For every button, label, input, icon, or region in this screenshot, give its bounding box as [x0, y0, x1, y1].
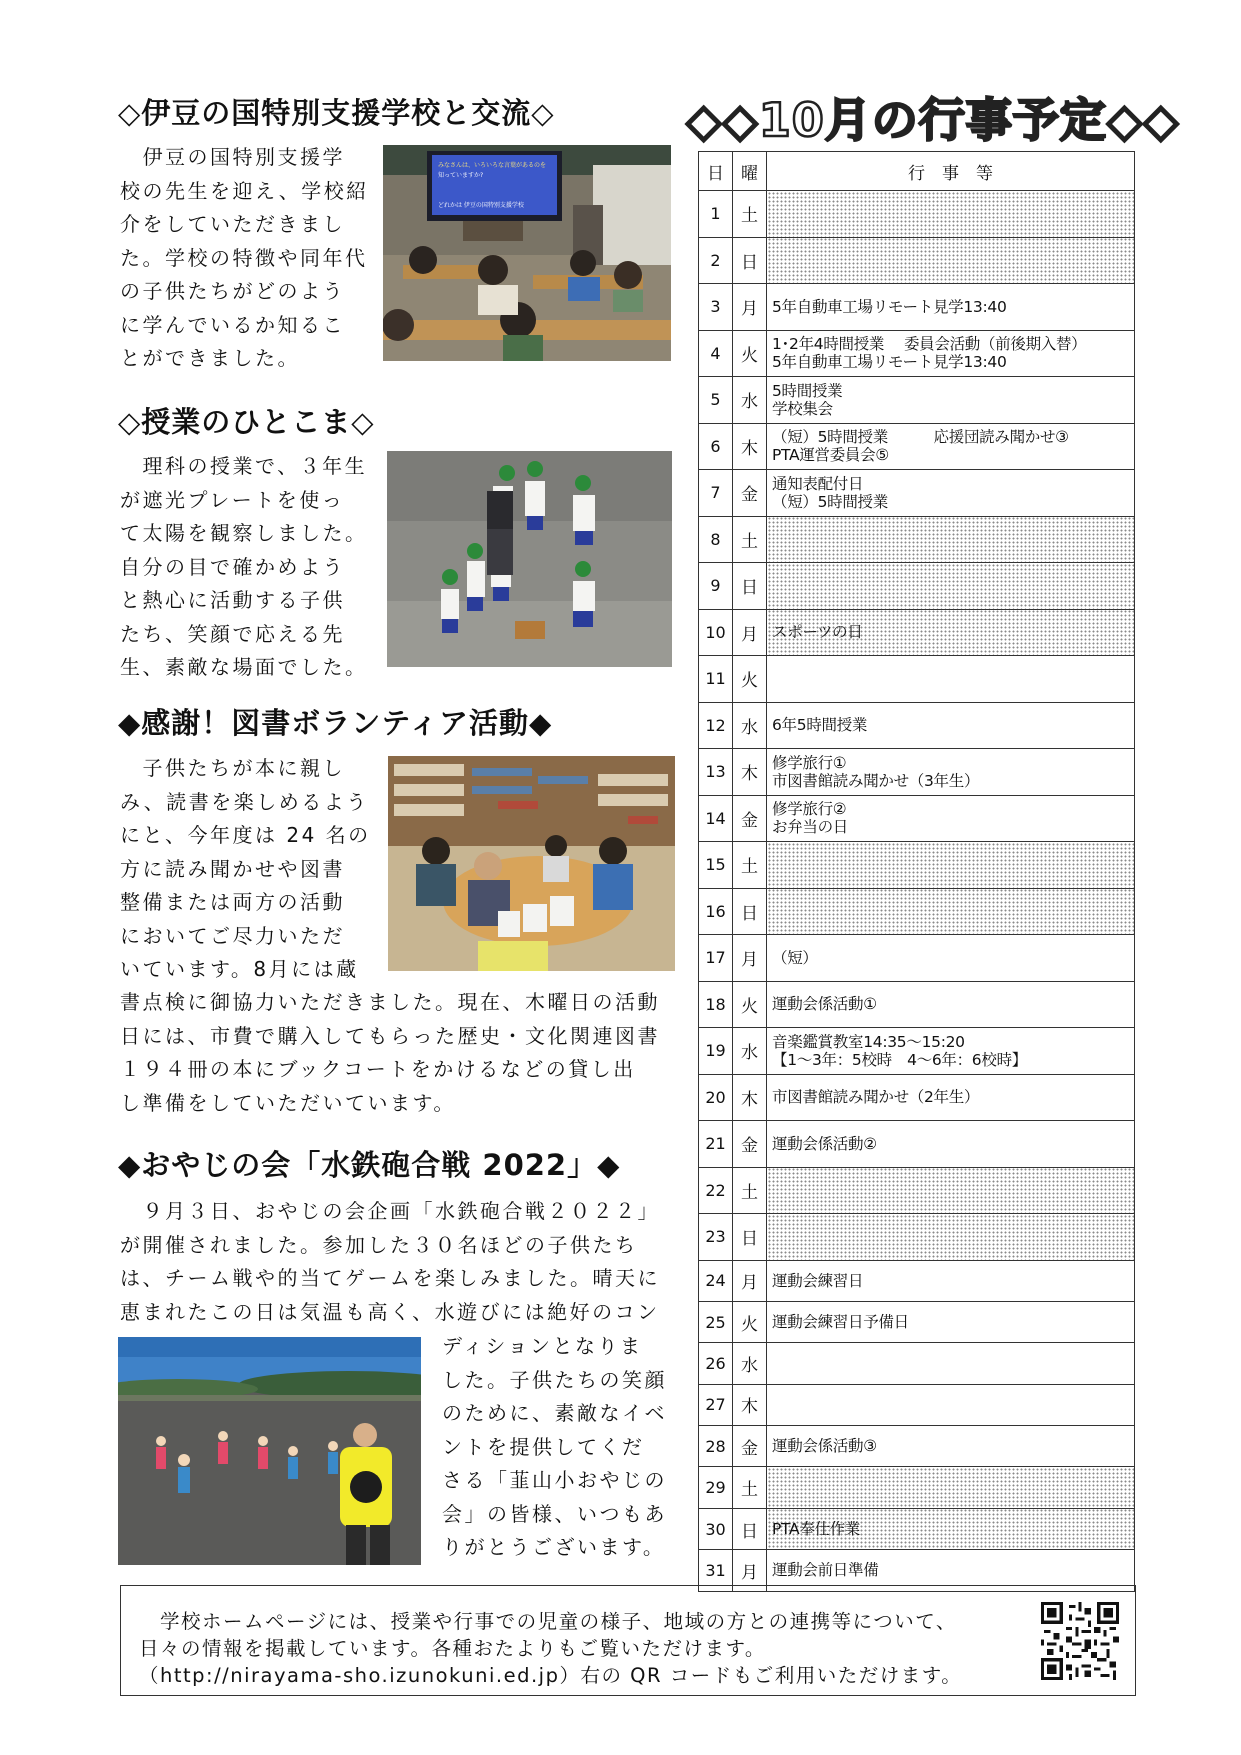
schedule-day: 9	[699, 563, 733, 610]
section-title-library: ◆感謝！図書ボランティア活動◆	[118, 706, 553, 740]
text-line: 会」の皆様、いつもあ	[442, 1501, 667, 1526]
schedule-events	[767, 888, 1135, 935]
text-line: 生、素敵な場面でした。	[120, 655, 368, 679]
text-line: とができました。	[120, 346, 300, 370]
schedule-event-line: 1･2年4時間授業 委員会活動（前後期入替）	[772, 335, 1087, 354]
text-line: にと、今年度は 24 名の	[120, 823, 371, 847]
footer-line: 日々の情報を掲載しています。各種おたよりもご覧いただけます。	[139, 1637, 766, 1660]
text-line: た。学校の特徴や同年代	[120, 245, 368, 270]
schedule-day: 20	[699, 1074, 733, 1121]
schedule-events	[767, 656, 1135, 703]
schedule-event-line: 5年自動車工場リモート見学13:40	[772, 353, 1007, 372]
text-line: ディションとなりま	[442, 1334, 643, 1358]
schedule-event-line: 運動会前日準備	[772, 1561, 879, 1580]
schedule-weekday: 日	[733, 563, 767, 610]
schedule-event-line: 市図書館読み聞かせ（2年生）	[772, 1088, 980, 1107]
schedule-weekday: 火	[733, 981, 767, 1028]
schedule-events	[767, 1343, 1135, 1384]
schedule-day: 12	[699, 702, 733, 749]
schedule-day: 24	[699, 1260, 733, 1301]
section-title-exchange: ◇伊豆の国特別支援学校と交流◇	[118, 96, 555, 130]
section-title-oyaji: ◆おやじの会「水鉄砲合戦 2022」◆	[118, 1148, 621, 1182]
schedule-events	[767, 749, 1135, 796]
schedule-day: 8	[699, 516, 733, 563]
text-line: いています。8月には蔵	[120, 957, 359, 981]
schedule-event-line: 市図書館読み聞かせ（3年生）	[772, 771, 980, 790]
schedule-header-row	[699, 152, 1135, 191]
schedule-event-line: 運動会練習日予備日	[772, 1313, 909, 1332]
schedule-events	[767, 423, 1135, 470]
text-line: が遮光プレートを使っ	[120, 487, 345, 512]
schedule-events	[767, 237, 1135, 284]
text-line: 介をしていただきまし	[120, 212, 345, 236]
text-line: 伊豆の国特別支援学	[120, 145, 345, 169]
qr-code-icon[interactable]	[1041, 1602, 1119, 1680]
schedule-day: 29	[699, 1467, 733, 1508]
text-line: が開催されました。参加した３０名ほどの子供たち	[120, 1232, 638, 1257]
schedule-row	[699, 1121, 1135, 1168]
schedule-events	[767, 284, 1135, 331]
schedule-weekday: 火	[733, 656, 767, 703]
schedule-weekday: 土	[733, 516, 767, 563]
library-volunteers-photo	[388, 756, 675, 971]
text-line: さる「韮山小おやじの	[442, 1468, 667, 1492]
schedule-row	[699, 1467, 1135, 1508]
schedule-weekday: 日	[733, 1508, 767, 1549]
text-line: たち、笑顔で応える先	[120, 621, 345, 646]
text-line: 理科の授業で、３年生	[120, 454, 368, 478]
schedule-events	[767, 1167, 1135, 1214]
schedule-events	[767, 1260, 1135, 1301]
schedule-weekday: 月	[733, 284, 767, 331]
sun-observation-photo	[387, 451, 672, 667]
schedule-row	[699, 1343, 1135, 1384]
footer-line: 学校ホームページには、授業や行事での児童の様子、地域の方との連携等について、	[139, 1610, 957, 1633]
schedule-event-line: 6年5時間授業	[772, 716, 868, 735]
schedule-weekday: 火	[733, 330, 767, 377]
schedule-event-line: お弁当の日	[772, 818, 849, 837]
schedule-day: 16	[699, 888, 733, 935]
schedule-events	[767, 377, 1135, 424]
schedule-day: 23	[699, 1214, 733, 1261]
text-line: のために、素敵なイベ	[442, 1401, 667, 1425]
schedule-day: 27	[699, 1384, 733, 1425]
schedule-row	[699, 888, 1135, 935]
text-line: ９月３日、おやじの会企画「水鉄砲合戦２０２２」	[120, 1199, 660, 1223]
schedule-events	[767, 470, 1135, 517]
schedule-weekday: 水	[733, 702, 767, 749]
schedule-row	[699, 1384, 1135, 1425]
schedule-events	[767, 330, 1135, 377]
schedule-events	[767, 981, 1135, 1028]
schedule-weekday: 日	[733, 888, 767, 935]
section-oyaji-body-wide	[120, 1195, 680, 1329]
schedule-day: 7	[699, 470, 733, 517]
text-line: 子供たちが本に親し	[120, 756, 345, 780]
schedule-row	[699, 237, 1135, 284]
tv-screen-text: どれかは 伊豆の国特別支援学校	[438, 202, 524, 209]
schedule-row	[699, 795, 1135, 842]
schedule-row	[699, 1214, 1135, 1261]
schedule-weekday: 水	[733, 1343, 767, 1384]
schedule-day: 11	[699, 656, 733, 703]
text-line: りがとうございます。	[442, 1535, 666, 1559]
schedule-weekday: 土	[733, 1467, 767, 1508]
text-line: の子供たちがどのよう	[120, 279, 345, 303]
schedule-event-line: 通知表配付日	[772, 474, 864, 493]
schedule-weekday: 金	[733, 795, 767, 842]
schedule-weekday: 土	[733, 191, 767, 238]
schedule-day: 3	[699, 284, 733, 331]
schedule-weekday: 日	[733, 237, 767, 284]
tv-screen-text: 知っていますか?	[438, 172, 484, 179]
schedule-event-line: 学校集会	[772, 399, 833, 418]
schedule-row	[699, 1074, 1135, 1121]
text-line: 整備または両方の活動	[120, 890, 345, 914]
header-dow: 曜	[733, 152, 767, 191]
schedule-row	[699, 330, 1135, 377]
schedule-day: 22	[699, 1167, 733, 1214]
schedule-events	[767, 1121, 1135, 1168]
schedule-event-line: PTA奉仕作業	[772, 1520, 861, 1539]
footer-text	[139, 1608, 1019, 1689]
schedule-day: 31	[699, 1550, 733, 1591]
schedule-event-line: 5時間授業	[772, 381, 843, 400]
schedule-day: 26	[699, 1343, 733, 1384]
section-title-lesson: ◇授業のひとこま◇	[118, 405, 375, 439]
text-line: と熱心に活動する子供	[120, 588, 345, 612]
schedule-events	[767, 1384, 1135, 1425]
schedule-row	[699, 609, 1135, 656]
schedule-weekday: 月	[733, 1550, 767, 1591]
schedule-event-line: 運動会係活動①	[772, 995, 877, 1014]
text-line: し準備をしていただいています。	[120, 1090, 456, 1115]
section-exchange-body	[120, 141, 382, 376]
header-day: 日	[699, 152, 733, 191]
schedule-day: 13	[699, 749, 733, 796]
text-line: 日には、市費で購入してもらった歴史・文化関連図書	[120, 1023, 660, 1048]
text-line: に学んでいるか知るこ	[120, 312, 345, 337]
schedule-events	[767, 935, 1135, 982]
schedule-event-line: 5年自動車工場リモート見学13:40	[772, 297, 1007, 316]
schedule-weekday: 月	[733, 609, 767, 656]
footer-line[interactable]: （http://nirayama-sho.izunokuni.ed.jp）右の QR コードもご利用いただけます。	[139, 1664, 963, 1687]
section-lesson-body	[120, 450, 388, 685]
schedule-row	[699, 1426, 1135, 1467]
schedule-row	[699, 516, 1135, 563]
schedule-row	[699, 702, 1135, 749]
schedule-day: 21	[699, 1121, 733, 1168]
schedule-event-line: 音楽鑑賞教室14:35～15:20	[772, 1032, 965, 1051]
text-line: み、読書を楽しめるよう	[120, 789, 369, 814]
schedule-events	[767, 795, 1135, 842]
schedule-row	[699, 423, 1135, 470]
schedule-row	[699, 191, 1135, 238]
schedule-event-line: （短）5時間授業	[772, 492, 888, 511]
schedule-weekday: 月	[733, 1260, 767, 1301]
schedule-events	[767, 1074, 1135, 1121]
schedule-events	[767, 1467, 1135, 1508]
text-line: した。子供たちの笑顔	[442, 1367, 667, 1392]
schedule-event-line: 修学旅行②	[772, 800, 847, 819]
schedule-events	[767, 1028, 1135, 1075]
schedule-row	[699, 1260, 1135, 1301]
schedule-row	[699, 563, 1135, 610]
schedule-events	[767, 516, 1135, 563]
schedule-weekday: 土	[733, 1167, 767, 1214]
schedule-row	[699, 656, 1135, 703]
schedule-row	[699, 935, 1135, 982]
text-line: １９４冊の本にブックコートをかけるなどの貸し出	[120, 1057, 636, 1081]
schedule-day: 28	[699, 1426, 733, 1467]
schedule-event-line: スポーツの日	[772, 623, 863, 642]
schedule-day: 18	[699, 981, 733, 1028]
schedule-event-line: （短）	[772, 948, 818, 967]
text-line: 方に読み聞かせや図書	[120, 856, 345, 881]
schedule-day: 2	[699, 237, 733, 284]
schedule-weekday: 水	[733, 1028, 767, 1075]
schedule-day: 17	[699, 935, 733, 982]
schedule-weekday: 土	[733, 842, 767, 889]
text-line: 校の先生を迎え、学校紹	[120, 178, 369, 203]
text-line: 自分の目で確かめよう	[120, 554, 345, 579]
schedule-weekday: 月	[733, 935, 767, 982]
text-line: は、チーム戦や的当てゲームを楽しみました。晴天に	[120, 1266, 660, 1290]
text-line: においてご尽力いただ	[120, 923, 345, 948]
schedule-weekday: 日	[733, 1214, 767, 1261]
text-line: ントを提供してくだ	[442, 1434, 645, 1459]
section-library-body-wide	[120, 986, 680, 1120]
schedule-events	[767, 1214, 1135, 1261]
schedule-weekday: 木	[733, 423, 767, 470]
schedule-weekday: 水	[733, 377, 767, 424]
schedule-title: ◇◇10月の行事予定◇◇	[686, 93, 1180, 147]
schedule-day: 25	[699, 1301, 733, 1342]
tv-screen-text: みなさんは、いろいろな言葉があるのを	[438, 162, 547, 169]
schedule-event-line: 運動会練習日	[772, 1271, 864, 1290]
schedule-day: 15	[699, 842, 733, 889]
schedule-day: 1	[699, 191, 733, 238]
schedule-row	[699, 1508, 1135, 1549]
schedule-day: 19	[699, 1028, 733, 1075]
text-line: 書点検に御協力いただきました。現在、木曜日の活動	[120, 990, 660, 1014]
schedule-row	[699, 284, 1135, 331]
text-line: 恵まれたこの日は気温も高く、水遊びには絶好のコン	[120, 1299, 660, 1324]
schedule-event-line: （短）5時間授業 応援団読み聞かせ③	[772, 428, 1069, 447]
schedule-row	[699, 470, 1135, 517]
schedule-table	[698, 151, 1135, 1592]
schedule-event-line: PTA運営委員会⑤	[772, 446, 889, 465]
schedule-day: 14	[699, 795, 733, 842]
schedule-events	[767, 1426, 1135, 1467]
schedule-weekday: 火	[733, 1301, 767, 1342]
schedule-weekday: 金	[733, 470, 767, 517]
schedule-day: 30	[699, 1508, 733, 1549]
schedule-day: 4	[699, 330, 733, 377]
schedule-row	[699, 377, 1135, 424]
schedule-row	[699, 749, 1135, 796]
water-gun-battle-photo	[118, 1337, 421, 1565]
text-line: て太陽を観察しました。	[120, 521, 368, 545]
schedule-row	[699, 1028, 1135, 1075]
schedule-events	[767, 702, 1135, 749]
schedule-row	[699, 1301, 1135, 1342]
schedule-events	[767, 1508, 1135, 1549]
schedule-row	[699, 842, 1135, 889]
schedule-events	[767, 191, 1135, 238]
schedule-weekday: 木	[733, 749, 767, 796]
schedule-weekday: 木	[733, 1384, 767, 1425]
schedule-day: 5	[699, 377, 733, 424]
classroom-tv-photo	[383, 145, 671, 361]
schedule-events	[767, 563, 1135, 610]
schedule-row	[699, 1167, 1135, 1214]
schedule-events	[767, 1301, 1135, 1342]
schedule-row	[699, 981, 1135, 1028]
footer-box	[120, 1585, 1136, 1696]
schedule-event-line: 運動会係活動②	[772, 1134, 877, 1153]
schedule-events	[767, 609, 1135, 656]
header-events: 行 事 等	[767, 152, 1135, 191]
schedule-event-line: 【1～3年：5校時 4～6年：6校時】	[772, 1050, 1027, 1069]
schedule-event-line: 修学旅行①	[772, 753, 847, 772]
schedule-day: 6	[699, 423, 733, 470]
section-oyaji-body-narrow	[442, 1330, 682, 1565]
schedule-weekday: 金	[733, 1121, 767, 1168]
schedule-events	[767, 842, 1135, 889]
schedule-event-line: 運動会係活動③	[772, 1437, 877, 1456]
section-library-body-narrow	[120, 752, 388, 987]
schedule-weekday: 木	[733, 1074, 767, 1121]
schedule-weekday: 金	[733, 1426, 767, 1467]
schedule-day: 10	[699, 609, 733, 656]
